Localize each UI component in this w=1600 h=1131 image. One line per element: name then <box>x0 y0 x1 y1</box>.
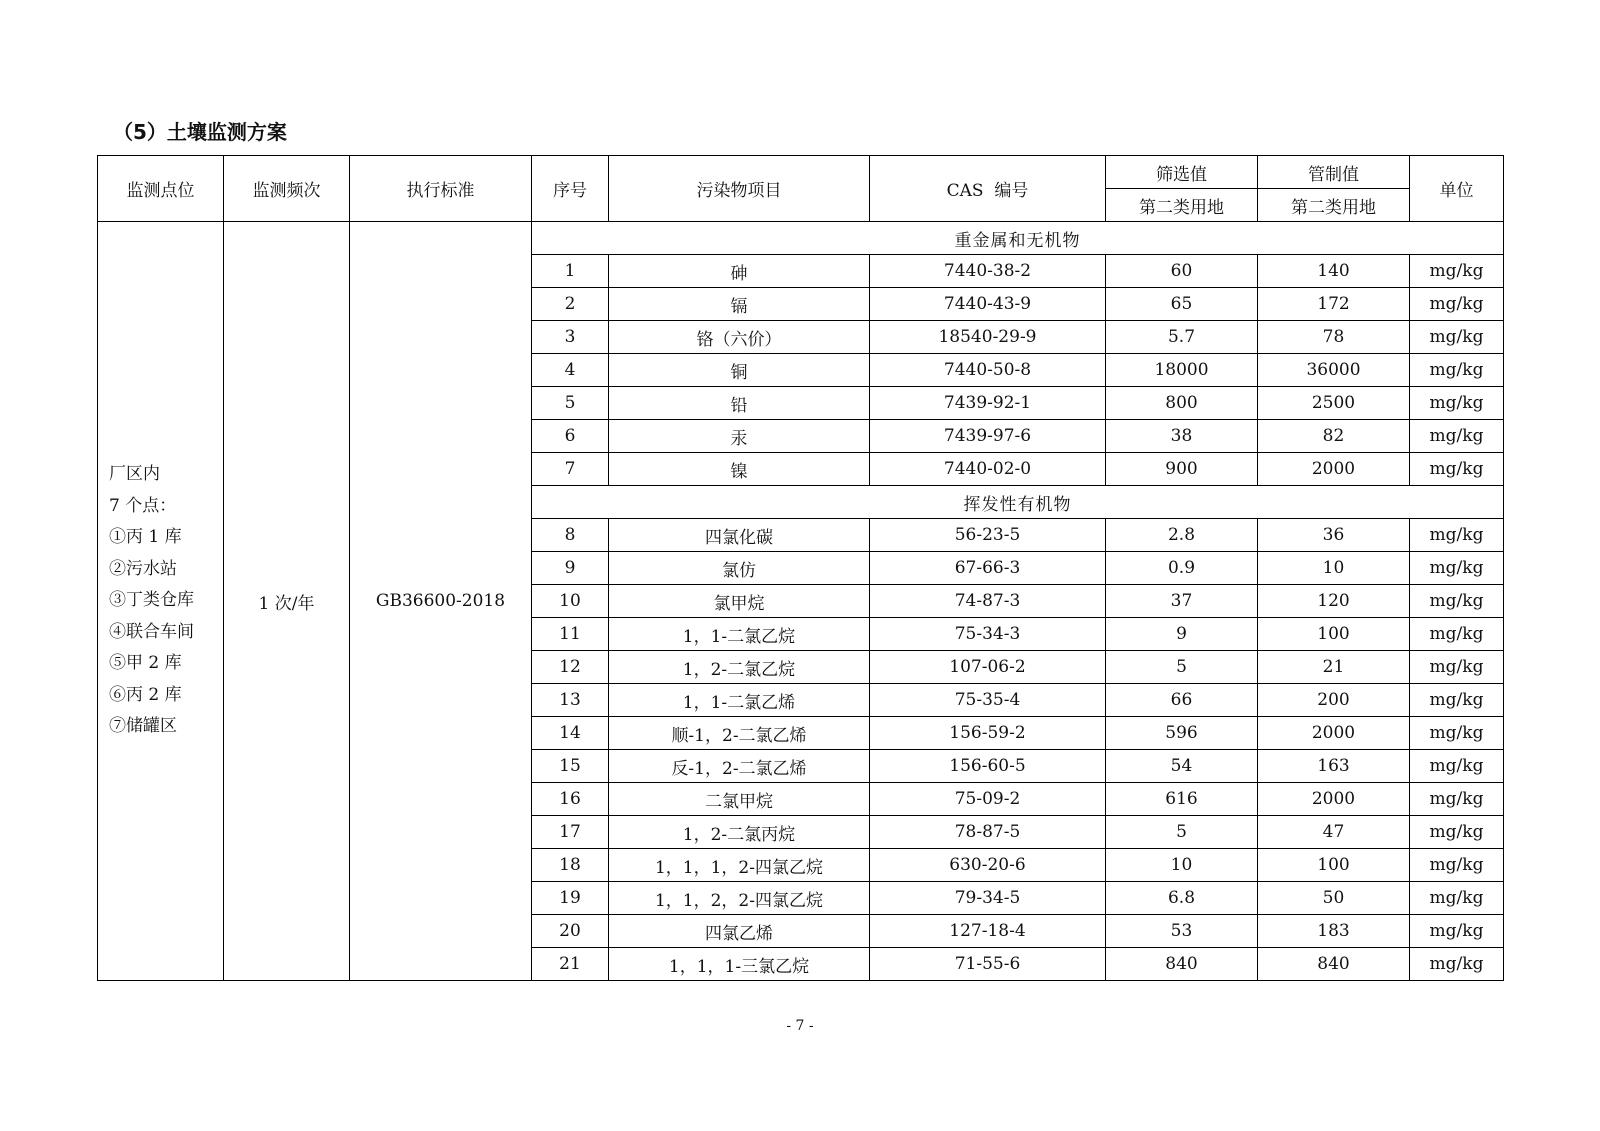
pollutant-cell: 铅 <box>609 387 870 420</box>
unit-cell: mg/kg <box>1410 552 1504 585</box>
standard-cell: GB36600-2018 <box>350 222 532 981</box>
seq-cell: 16 <box>532 783 609 816</box>
cas-cell: 75-35-4 <box>870 684 1106 717</box>
header-frequency: 监测频次 <box>224 156 350 222</box>
unit-cell: mg/kg <box>1410 618 1504 651</box>
seq-cell: 3 <box>532 321 609 354</box>
cas-cell: 156-59-2 <box>870 717 1106 750</box>
cas-cell: 7440-02-0 <box>870 453 1106 486</box>
control-value-cell: 163 <box>1258 750 1410 783</box>
unit-cell: mg/kg <box>1410 849 1504 882</box>
seq-cell: 15 <box>532 750 609 783</box>
control-value-cell: 183 <box>1258 915 1410 948</box>
header-control: 管制值 <box>1258 156 1410 189</box>
section-heading: （5）土壤监测方案 <box>113 120 287 144</box>
pollutant-cell: 氯甲烷 <box>609 585 870 618</box>
control-value-cell: 840 <box>1258 948 1410 981</box>
unit-cell: mg/kg <box>1410 354 1504 387</box>
screening-value-cell: 53 <box>1106 915 1258 948</box>
pollutant-cell: 镉 <box>609 288 870 321</box>
unit-cell: mg/kg <box>1410 684 1504 717</box>
pollutant-cell: 铜 <box>609 354 870 387</box>
unit-cell: mg/kg <box>1410 750 1504 783</box>
cas-cell: 67-66-3 <box>870 552 1106 585</box>
cas-cell: 79-34-5 <box>870 882 1106 915</box>
seq-cell: 17 <box>532 816 609 849</box>
unit-cell: mg/kg <box>1410 882 1504 915</box>
screening-value-cell: 5 <box>1106 816 1258 849</box>
screening-value-cell: 38 <box>1106 420 1258 453</box>
header-control-landtype: 第二类用地 <box>1258 189 1410 222</box>
header-standard: 执行标准 <box>350 156 532 222</box>
section-title: 重金属和无机物 <box>532 222 1504 255</box>
cas-cell: 7440-50-8 <box>870 354 1106 387</box>
unit-cell: mg/kg <box>1410 420 1504 453</box>
pollutant-cell: 1，2-二氯丙烷 <box>609 816 870 849</box>
cas-cell: 630-20-6 <box>870 849 1106 882</box>
seq-cell: 4 <box>532 354 609 387</box>
unit-cell: mg/kg <box>1410 717 1504 750</box>
header-cas: CAS 编号 <box>870 156 1106 222</box>
location-line: ①丙 1 库 <box>109 527 182 548</box>
pollutant-cell: 反-1，2-二氯乙烯 <box>609 750 870 783</box>
control-value-cell: 82 <box>1258 420 1410 453</box>
control-value-cell: 2000 <box>1258 717 1410 750</box>
header-unit: 单位 <box>1410 156 1504 222</box>
seq-cell: 10 <box>532 585 609 618</box>
cas-cell: 107-06-2 <box>870 651 1106 684</box>
cas-cell: 18540-29-9 <box>870 321 1106 354</box>
pollutant-cell: 1，2-二氯乙烷 <box>609 651 870 684</box>
section-title: 挥发性有机物 <box>532 486 1504 519</box>
cas-cell: 75-34-3 <box>870 618 1106 651</box>
seq-cell: 18 <box>532 849 609 882</box>
cas-cell: 7440-38-2 <box>870 255 1106 288</box>
unit-cell: mg/kg <box>1410 321 1504 354</box>
control-value-cell: 2500 <box>1258 387 1410 420</box>
pollutant-cell: 氯仿 <box>609 552 870 585</box>
seq-cell: 11 <box>532 618 609 651</box>
soil-monitoring-table <box>97 155 1504 981</box>
control-value-cell: 50 <box>1258 882 1410 915</box>
location-line: ⑤甲 2 库 <box>109 653 182 674</box>
location-line: ②污水站 <box>109 558 177 579</box>
screening-value-cell: 5 <box>1106 651 1258 684</box>
control-value-cell: 47 <box>1258 816 1410 849</box>
unit-cell: mg/kg <box>1410 651 1504 684</box>
screening-value-cell: 10 <box>1106 849 1258 882</box>
screening-value-cell: 9 <box>1106 618 1258 651</box>
unit-cell: mg/kg <box>1410 948 1504 981</box>
control-value-cell: 172 <box>1258 288 1410 321</box>
cas-cell: 56-23-5 <box>870 519 1106 552</box>
table-header <box>98 156 1504 222</box>
screening-value-cell: 37 <box>1106 585 1258 618</box>
location-line: ⑥丙 2 库 <box>109 684 182 705</box>
control-value-cell: 200 <box>1258 684 1410 717</box>
unit-cell: mg/kg <box>1410 255 1504 288</box>
cas-cell: 74-87-3 <box>870 585 1106 618</box>
seq-cell: 13 <box>532 684 609 717</box>
screening-value-cell: 65 <box>1106 288 1258 321</box>
unit-cell: mg/kg <box>1410 915 1504 948</box>
pollutant-cell: 四氯乙烯 <box>609 915 870 948</box>
seq-cell: 2 <box>532 288 609 321</box>
cas-cell: 127-18-4 <box>870 915 1106 948</box>
unit-cell: mg/kg <box>1410 288 1504 321</box>
screening-value-cell: 54 <box>1106 750 1258 783</box>
seq-cell: 6 <box>532 420 609 453</box>
unit-cell: mg/kg <box>1410 816 1504 849</box>
pollutant-cell: 1，1-二氯乙烷 <box>609 618 870 651</box>
cas-cell: 156-60-5 <box>870 750 1106 783</box>
seq-cell: 1 <box>532 255 609 288</box>
seq-cell: 8 <box>532 519 609 552</box>
seq-cell: 7 <box>532 453 609 486</box>
location-line: 厂区内 <box>109 464 160 485</box>
location-line: ⑦储罐区 <box>109 716 177 737</box>
control-value-cell: 140 <box>1258 255 1410 288</box>
control-value-cell: 100 <box>1258 618 1410 651</box>
unit-cell: mg/kg <box>1410 783 1504 816</box>
seq-cell: 19 <box>532 882 609 915</box>
pollutant-cell: 铬（六价） <box>609 321 870 354</box>
pollutant-cell: 砷 <box>609 255 870 288</box>
control-value-cell: 21 <box>1258 651 1410 684</box>
screening-value-cell: 800 <box>1106 387 1258 420</box>
pollutant-cell: 二氯甲烷 <box>609 783 870 816</box>
header-screening-landtype: 第二类用地 <box>1106 189 1258 222</box>
screening-value-cell: 840 <box>1106 948 1258 981</box>
location-line: ④联合车间 <box>109 621 194 642</box>
cas-cell: 7439-97-6 <box>870 420 1106 453</box>
screening-value-cell: 6.8 <box>1106 882 1258 915</box>
frequency-cell: 1 次/年 <box>224 222 350 981</box>
screening-value-cell: 616 <box>1106 783 1258 816</box>
control-value-cell: 2000 <box>1258 783 1410 816</box>
screening-value-cell: 596 <box>1106 717 1258 750</box>
screening-value-cell: 0.9 <box>1106 552 1258 585</box>
location-line: ③丁类仓库 <box>109 590 194 611</box>
seq-cell: 9 <box>532 552 609 585</box>
pollutant-cell: 顺-1，2-二氯乙烯 <box>609 717 870 750</box>
page-number: - 7 - <box>786 1018 814 1034</box>
screening-value-cell: 2.8 <box>1106 519 1258 552</box>
control-value-cell: 10 <box>1258 552 1410 585</box>
control-value-cell: 120 <box>1258 585 1410 618</box>
control-value-cell: 78 <box>1258 321 1410 354</box>
unit-cell: mg/kg <box>1410 585 1504 618</box>
pollutant-cell: 四氯化碳 <box>609 519 870 552</box>
header-location: 监测点位 <box>98 156 224 222</box>
pollutant-cell: 1，1-二氯乙烯 <box>609 684 870 717</box>
pollutant-cell: 汞 <box>609 420 870 453</box>
seq-cell: 21 <box>532 948 609 981</box>
control-value-cell: 100 <box>1258 849 1410 882</box>
cas-cell: 78-87-5 <box>870 816 1106 849</box>
seq-cell: 12 <box>532 651 609 684</box>
location-cell <box>98 222 224 981</box>
screening-value-cell: 66 <box>1106 684 1258 717</box>
header-pollutant: 污染物项目 <box>609 156 870 222</box>
location-line: 7 个点： <box>109 495 177 516</box>
seq-cell: 5 <box>532 387 609 420</box>
unit-cell: mg/kg <box>1410 519 1504 552</box>
table-body <box>98 222 1504 981</box>
seq-cell: 20 <box>532 915 609 948</box>
screening-value-cell: 5.7 <box>1106 321 1258 354</box>
control-value-cell: 36000 <box>1258 354 1410 387</box>
screening-value-cell: 60 <box>1106 255 1258 288</box>
header-screening: 筛选值 <box>1106 156 1258 189</box>
screening-value-cell: 18000 <box>1106 354 1258 387</box>
pollutant-cell: 1，1，1-三氯乙烷 <box>609 948 870 981</box>
seq-cell: 14 <box>532 717 609 750</box>
unit-cell: mg/kg <box>1410 453 1504 486</box>
pollutant-cell: 1，1，2，2-四氯乙烷 <box>609 882 870 915</box>
pollutant-cell: 镍 <box>609 453 870 486</box>
control-value-cell: 2000 <box>1258 453 1410 486</box>
cas-cell: 71-55-6 <box>870 948 1106 981</box>
section-row <box>98 222 1504 255</box>
cas-cell: 7439-92-1 <box>870 387 1106 420</box>
control-value-cell: 36 <box>1258 519 1410 552</box>
unit-cell: mg/kg <box>1410 387 1504 420</box>
header-seq: 序号 <box>532 156 609 222</box>
screening-value-cell: 900 <box>1106 453 1258 486</box>
cas-cell: 7440-43-9 <box>870 288 1106 321</box>
pollutant-cell: 1，1，1，2-四氯乙烷 <box>609 849 870 882</box>
cas-cell: 75-09-2 <box>870 783 1106 816</box>
